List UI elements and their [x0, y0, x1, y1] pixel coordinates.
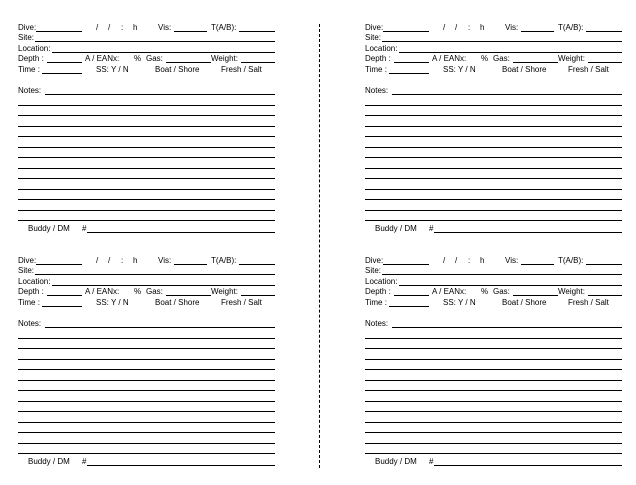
gas-field[interactable]: [166, 295, 211, 296]
dive-info-row: [18, 23, 275, 33]
dive-info-row: [365, 23, 622, 33]
time-field[interactable]: [389, 306, 429, 307]
notes-line[interactable]: [18, 168, 275, 169]
notes-line[interactable]: [365, 443, 622, 444]
percent-label: %: [481, 54, 489, 63]
temperature-label: T(A/B):: [558, 256, 584, 265]
temperature-label: T(A/B):: [211, 23, 237, 32]
buddy-label: Buddy / DM: [28, 457, 70, 466]
notes-line[interactable]: [365, 126, 622, 127]
dive-log-entry: [365, 23, 622, 245]
weight-field[interactable]: [241, 295, 275, 296]
buddy-field[interactable]: [87, 465, 275, 466]
notes-line[interactable]: [18, 157, 275, 158]
time-field[interactable]: [389, 73, 429, 74]
buddy-row: [365, 457, 622, 467]
location-label: Location:: [365, 277, 398, 286]
location-row: [365, 277, 622, 287]
location-label: Location:: [18, 44, 51, 53]
gas-field[interactable]: [166, 62, 211, 63]
depth-label: Depth :: [18, 54, 44, 63]
entry-type-label: Boat / Shore: [155, 298, 200, 307]
percent-label: %: [481, 287, 489, 296]
date-separator: /: [443, 256, 446, 265]
water-type-label: Fresh / Salt: [221, 65, 262, 74]
time-row: [365, 65, 622, 75]
depth-field[interactable]: [394, 62, 429, 63]
percent-label: %: [134, 287, 142, 296]
time-separator: :: [121, 256, 124, 265]
time-label: Time :: [365, 298, 387, 307]
visibility-label: Vis:: [158, 23, 172, 32]
notes-row: [365, 319, 622, 329]
weight-label: Weight:: [211, 54, 238, 63]
gas-label: Gas:: [493, 54, 510, 63]
temperature-field[interactable]: [586, 264, 622, 265]
weight-label: Weight:: [211, 287, 238, 296]
location-field[interactable]: [52, 52, 275, 53]
dive-number-field[interactable]: [36, 264, 82, 265]
date-separator: /: [96, 23, 99, 32]
depth-label: Depth :: [365, 287, 391, 296]
cut-line-divider: [319, 24, 320, 468]
notes-row: [18, 319, 275, 329]
time-field[interactable]: [42, 73, 82, 74]
buddy-field[interactable]: [434, 232, 622, 233]
notes-line[interactable]: [365, 210, 622, 211]
notes-line[interactable]: [365, 199, 622, 200]
notes-line[interactable]: [18, 199, 275, 200]
gas-label: Gas:: [493, 287, 510, 296]
date-separator: /: [455, 23, 458, 32]
notes-line[interactable]: [365, 390, 622, 391]
buddy-label: Buddy / DM: [375, 224, 417, 233]
time-label: Time :: [365, 65, 387, 74]
notes-line[interactable]: [365, 157, 622, 158]
weight-label: Weight:: [558, 287, 585, 296]
notes-line[interactable]: [18, 178, 275, 179]
safety-stop-label: SS: Y / N: [96, 298, 129, 307]
notes-label: Notes:: [18, 86, 42, 95]
water-type-label: Fresh / Salt: [568, 65, 609, 74]
number-label: #: [82, 224, 87, 233]
notes-row: [18, 86, 275, 96]
depth-gas-row: [18, 287, 275, 297]
notes-field[interactable]: [45, 94, 275, 95]
notes-line[interactable]: [365, 422, 622, 423]
dive-number-field[interactable]: [383, 264, 429, 265]
notes-line[interactable]: [18, 189, 275, 190]
location-row: [18, 277, 275, 287]
notes-field[interactable]: [392, 94, 622, 95]
visibility-field[interactable]: [521, 264, 554, 265]
depth-field[interactable]: [394, 295, 429, 296]
location-label: Location:: [365, 44, 398, 53]
visibility-label: Vis:: [505, 23, 519, 32]
notes-field[interactable]: [45, 327, 275, 328]
dive-label: Dive:: [365, 256, 384, 265]
weight-field[interactable]: [241, 62, 275, 63]
time-row: [365, 298, 622, 308]
water-type-label: Fresh / Salt: [221, 298, 262, 307]
notes-line[interactable]: [365, 115, 622, 116]
time-row: [18, 65, 275, 75]
notes-line[interactable]: [18, 380, 275, 381]
depth-gas-row: [365, 287, 622, 297]
time-row: [18, 298, 275, 308]
notes-line[interactable]: [365, 136, 622, 137]
date-separator: /: [96, 256, 99, 265]
notes-line[interactable]: [365, 453, 622, 454]
date-separator: /: [455, 256, 458, 265]
notes-line[interactable]: [18, 422, 275, 423]
number-label: #: [429, 224, 434, 233]
buddy-row: [365, 224, 622, 234]
notes-line[interactable]: [18, 401, 275, 402]
gas-mix-label: A / EANx:: [432, 287, 467, 296]
date-separator: /: [443, 23, 446, 32]
notes-line[interactable]: [18, 390, 275, 391]
site-label: Site:: [18, 33, 35, 42]
temperature-field[interactable]: [239, 31, 275, 32]
water-type-label: Fresh / Salt: [568, 298, 609, 307]
notes-line[interactable]: [18, 453, 275, 454]
safety-stop-label: SS: Y / N: [443, 298, 476, 307]
visibility-field[interactable]: [521, 31, 554, 32]
notes-line[interactable]: [18, 369, 275, 370]
temperature-label: T(A/B):: [558, 23, 584, 32]
visibility-field[interactable]: [174, 264, 207, 265]
gas-field[interactable]: [513, 295, 558, 296]
date-separator: /: [108, 23, 111, 32]
site-label: Site:: [18, 266, 35, 275]
depth-field[interactable]: [47, 62, 82, 63]
number-label: #: [429, 457, 434, 466]
depth-label: Depth :: [365, 54, 391, 63]
time-label: Time :: [18, 298, 40, 307]
dive-log-entry: [18, 23, 275, 245]
notes-line[interactable]: [18, 411, 275, 412]
notes-field[interactable]: [392, 327, 622, 328]
notes-line[interactable]: [18, 338, 275, 339]
dive-label: Dive:: [365, 23, 384, 32]
visibility-label: Vis:: [505, 256, 519, 265]
notes-line[interactable]: [18, 432, 275, 433]
time-separator: :: [468, 23, 471, 32]
temperature-field[interactable]: [239, 264, 275, 265]
visibility-label: Vis:: [158, 256, 172, 265]
time-separator: :: [468, 256, 471, 265]
gas-mix-label: A / EANx:: [85, 54, 120, 63]
notes-line[interactable]: [18, 105, 275, 106]
notes-line[interactable]: [365, 348, 622, 349]
visibility-field[interactable]: [174, 31, 207, 32]
notes-line[interactable]: [365, 168, 622, 169]
dive-info-row: [365, 256, 622, 266]
site-row: [365, 33, 622, 43]
buddy-label: Buddy / DM: [375, 457, 417, 466]
notes-line[interactable]: [18, 359, 275, 360]
entry-type-label: Boat / Shore: [155, 65, 200, 74]
notes-line[interactable]: [18, 220, 275, 221]
depth-gas-row: [18, 54, 275, 64]
safety-stop-label: SS: Y / N: [443, 65, 476, 74]
hour-label: h: [133, 23, 138, 32]
notes-label: Notes:: [365, 86, 389, 95]
gas-field[interactable]: [513, 62, 558, 63]
notes-line[interactable]: [18, 443, 275, 444]
date-separator: /: [108, 256, 111, 265]
time-separator: :: [121, 23, 124, 32]
location-field[interactable]: [399, 285, 622, 286]
notes-line[interactable]: [365, 147, 622, 148]
dive-number-field[interactable]: [383, 31, 429, 32]
depth-label: Depth :: [18, 287, 44, 296]
location-label: Location:: [18, 277, 51, 286]
site-label: Site:: [365, 266, 382, 275]
buddy-row: [18, 457, 275, 467]
notes-line[interactable]: [365, 189, 622, 190]
buddy-field[interactable]: [434, 465, 622, 466]
gas-mix-label: A / EANx:: [85, 287, 120, 296]
notes-line[interactable]: [18, 348, 275, 349]
notes-line[interactable]: [18, 115, 275, 116]
notes-label: Notes:: [18, 319, 42, 328]
notes-line[interactable]: [18, 126, 275, 127]
time-label: Time :: [18, 65, 40, 74]
notes-line[interactable]: [365, 338, 622, 339]
site-row: [18, 33, 275, 43]
gas-label: Gas:: [146, 54, 163, 63]
location-row: [18, 44, 275, 54]
dive-number-field[interactable]: [36, 31, 82, 32]
notes-line[interactable]: [365, 401, 622, 402]
dive-info-row: [18, 256, 275, 266]
notes-line[interactable]: [365, 359, 622, 360]
hour-label: h: [480, 23, 485, 32]
gas-label: Gas:: [146, 287, 163, 296]
buddy-label: Buddy / DM: [28, 224, 70, 233]
notes-line[interactable]: [18, 136, 275, 137]
entry-type-label: Boat / Shore: [502, 298, 547, 307]
entry-type-label: Boat / Shore: [502, 65, 547, 74]
site-field[interactable]: [382, 274, 622, 275]
site-label: Site:: [365, 33, 382, 42]
buddy-row: [18, 224, 275, 234]
percent-label: %: [134, 54, 142, 63]
site-row: [365, 266, 622, 276]
notes-line[interactable]: [365, 369, 622, 370]
location-field[interactable]: [399, 52, 622, 53]
dive-label: Dive:: [18, 23, 37, 32]
temperature-field[interactable]: [586, 31, 622, 32]
notes-line[interactable]: [365, 105, 622, 106]
hour-label: h: [480, 256, 485, 265]
weight-label: Weight:: [558, 54, 585, 63]
location-row: [365, 44, 622, 54]
notes-line[interactable]: [18, 210, 275, 211]
notes-row: [365, 86, 622, 96]
site-field[interactable]: [382, 41, 622, 42]
notes-line[interactable]: [365, 220, 622, 221]
depth-field[interactable]: [47, 295, 82, 296]
gas-mix-label: A / EANx:: [432, 54, 467, 63]
number-label: #: [82, 457, 87, 466]
dive-label: Dive:: [18, 256, 37, 265]
notes-line[interactable]: [365, 432, 622, 433]
site-field[interactable]: [35, 274, 275, 275]
depth-gas-row: [365, 54, 622, 64]
notes-line[interactable]: [365, 380, 622, 381]
notes-line[interactable]: [365, 178, 622, 179]
hour-label: h: [133, 256, 138, 265]
buddy-field[interactable]: [87, 232, 275, 233]
notes-line[interactable]: [365, 411, 622, 412]
site-row: [18, 266, 275, 276]
weight-field[interactable]: [588, 295, 622, 296]
time-field[interactable]: [42, 306, 82, 307]
temperature-label: T(A/B):: [211, 256, 237, 265]
dive-log-entry: [365, 256, 622, 478]
weight-field[interactable]: [588, 62, 622, 63]
dive-log-entry: [18, 256, 275, 478]
notes-label: Notes:: [365, 319, 389, 328]
safety-stop-label: SS: Y / N: [96, 65, 129, 74]
site-field[interactable]: [35, 41, 275, 42]
location-field[interactable]: [52, 285, 275, 286]
notes-line[interactable]: [18, 147, 275, 148]
